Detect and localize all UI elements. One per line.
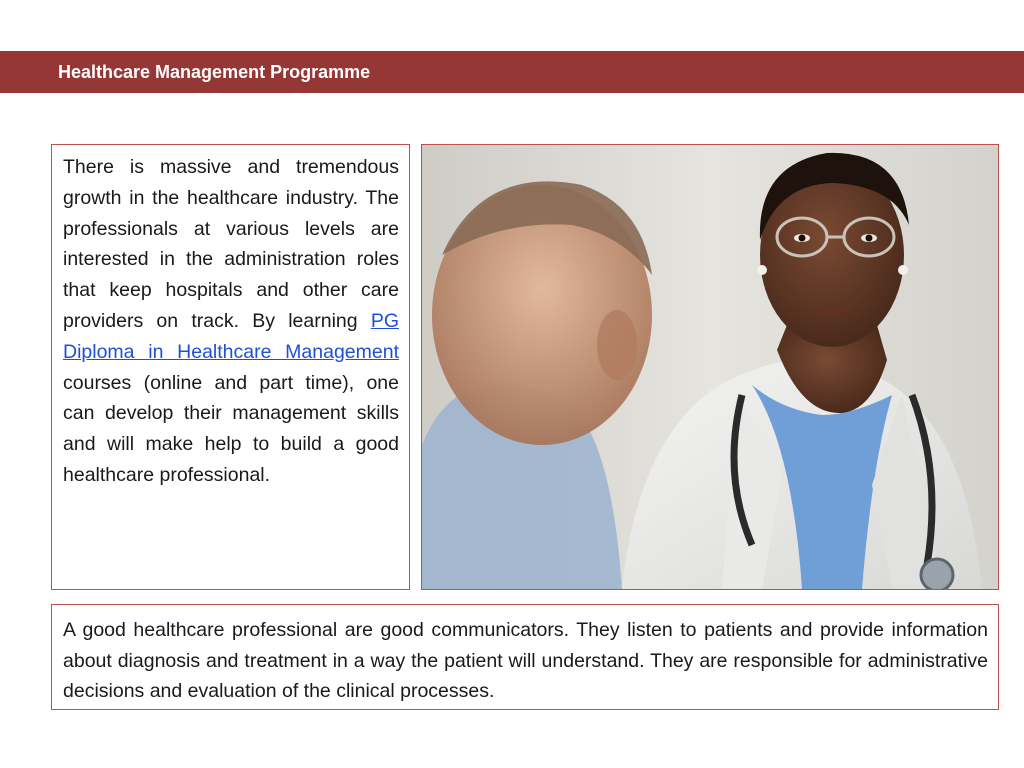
summary-paragraph: A good healthcare professional are good communicators. They listen to patients and provide information about diagnosis and treatment in a way the patient will understand. They are responsible for administrative decisions and evaluation of the clinical processes. [63,619,988,702]
intro-text-start: There is massive and tremendous growth in the healthcare industry. The professionals at various levels are interested in the administration roles that keep hospitals and other care providers on track. By learning [63,156,399,332]
slide-title: Healthcare Management Programme [58,61,371,82]
doctor-photo [421,144,999,590]
pg-diploma-link[interactable]: PG Diploma in Healthcare Management [63,309,399,363]
intro-text-end: courses (online and part time), one can develop their management skills and will make help to build a good healthcare professional. [63,371,399,486]
summary-text-box [51,604,999,710]
doctor-patient-illustration [422,145,998,589]
intro-paragraph [63,152,399,491]
title-bar [0,51,1024,93]
intro-text-box [51,144,410,590]
